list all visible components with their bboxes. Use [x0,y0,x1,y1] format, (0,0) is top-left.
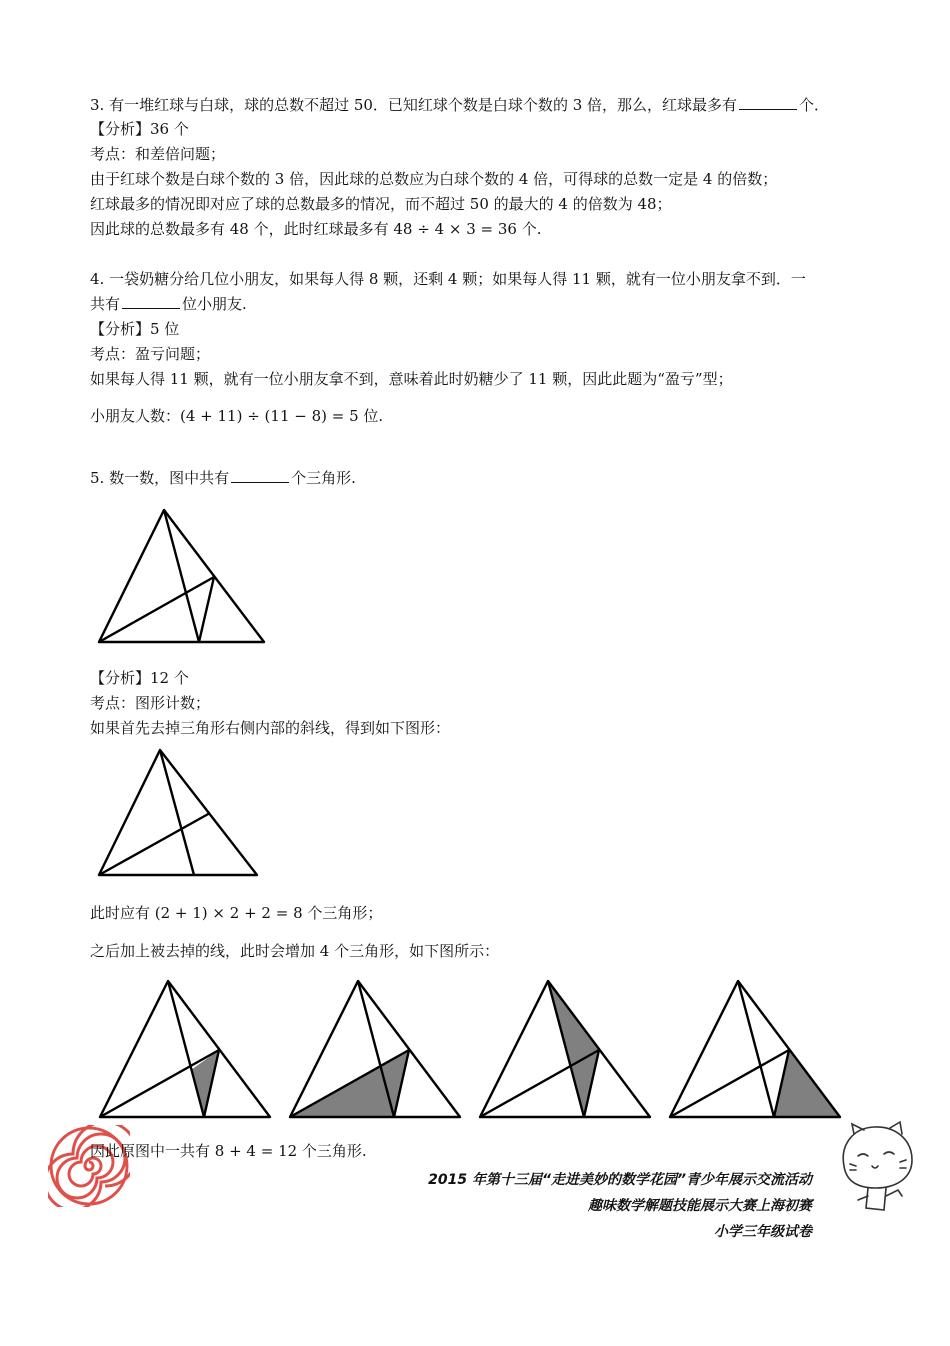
q5-answer-blank [231,468,289,483]
q3-question-text: 3. 有一堆红球与白球，球的总数不超过 50．已知红球个数是白球个数的 3 倍，那么，红球最多有 [90,96,738,114]
q5-solution-line-3: 之后加上被去掉的线，此时会增加 4 个三角形，如下图所示： [90,942,500,960]
q5-question [90,467,356,489]
q5-answer: 【分析】12 个 [90,669,189,687]
main-cevian [164,510,199,642]
q4-answer: 【分析】5 位 [90,320,180,338]
q4-solution-line-2: 小朋友人数：(4 + 11) ÷ (11 − 8) = 5 位. [90,407,384,425]
q4-question-suffix: 位小朋友. [182,295,247,313]
q5-kaodian: 考点：图形计数； [90,694,211,712]
q3-answer: 【分析】36 个 [90,120,189,138]
q4-question-line-2 [90,293,247,315]
q4-question-line-1: 4. 一袋奶糖分给几位小朋友，如果每人得 8 颗，还剩 4 颗；如果每人得 11 颗，就有一位小朋友拿不到．一 [90,270,806,288]
q3-answer-blank [739,95,797,110]
reduced-inner-line [99,813,210,875]
footer-line-1: 2015 年第十三届“走进美妙的数学花园”青少年展示交流活动 [428,1172,812,1188]
reduced-cevian [160,750,194,875]
q5-reduced-figure [94,745,264,881]
q5-solution-line-4: 因此原图中一共有 8 + 4 = 12 个三角形. [90,1142,367,1160]
shaded-region-4 [774,1050,840,1117]
q3-solution-line-2: 红球最多的情况即对应了球的总数最多的情况，而不超过 50 的最大的 4 的倍数为 48； [90,195,672,213]
q5-question-suffix: 个三角形. [291,469,356,487]
q4-kaodian: 考点：盈亏问题； [90,345,211,363]
main-right-slash [199,577,214,642]
spiral-logo [48,1125,130,1207]
q5-shaded-figure-2 [284,975,466,1121]
q3-solution-line-3: 因此球的总数最多有 48 个，此时红球最多有 48 ÷ 4 × 3 = 36 个. [90,220,542,238]
footer-line-2: 趣味数学解题技能展示大赛上海初赛 [588,1198,812,1214]
q3-question [90,94,829,116]
q5-main-figure [94,505,272,647]
shaded-region-3 [548,981,599,1117]
q5-solution-line-1: 如果首先去掉三角形右侧内部的斜线，得到如下图形： [90,719,451,737]
q5-shaded-figure-1 [94,975,276,1121]
q5-question-text: 5. 数一数，图中共有 [90,469,230,487]
q3-solution-line-1: 由于红球个数是白球个数的 3 倍，因此球的总数应为白球个数的 4 倍，可得球的总数一定是 4 的倍数； [90,170,778,188]
q5-solution-line-2: 此时应有 (2 + 1) × 2 + 2 = 8 个三角形； [90,904,383,922]
q4-solution-line-1: 如果每人得 11 颗，就有一位小朋友拿不到，意味着此时奶糖少了 11 颗，因此此题为“盈亏”型； [90,370,733,388]
footer-line-3: 小学三年级试卷 [714,1224,812,1240]
q5-shaded-figure-3 [474,975,656,1121]
cat-doodle-icon [832,1118,924,1218]
q4-answer-blank [122,294,180,309]
q3-kaodian: 考点：和差倍问题； [90,145,226,163]
q5-shaded-figure-4 [664,975,846,1121]
q3-question-suffix: 个． [799,96,830,114]
q4-question-text: 共有 [90,295,121,313]
